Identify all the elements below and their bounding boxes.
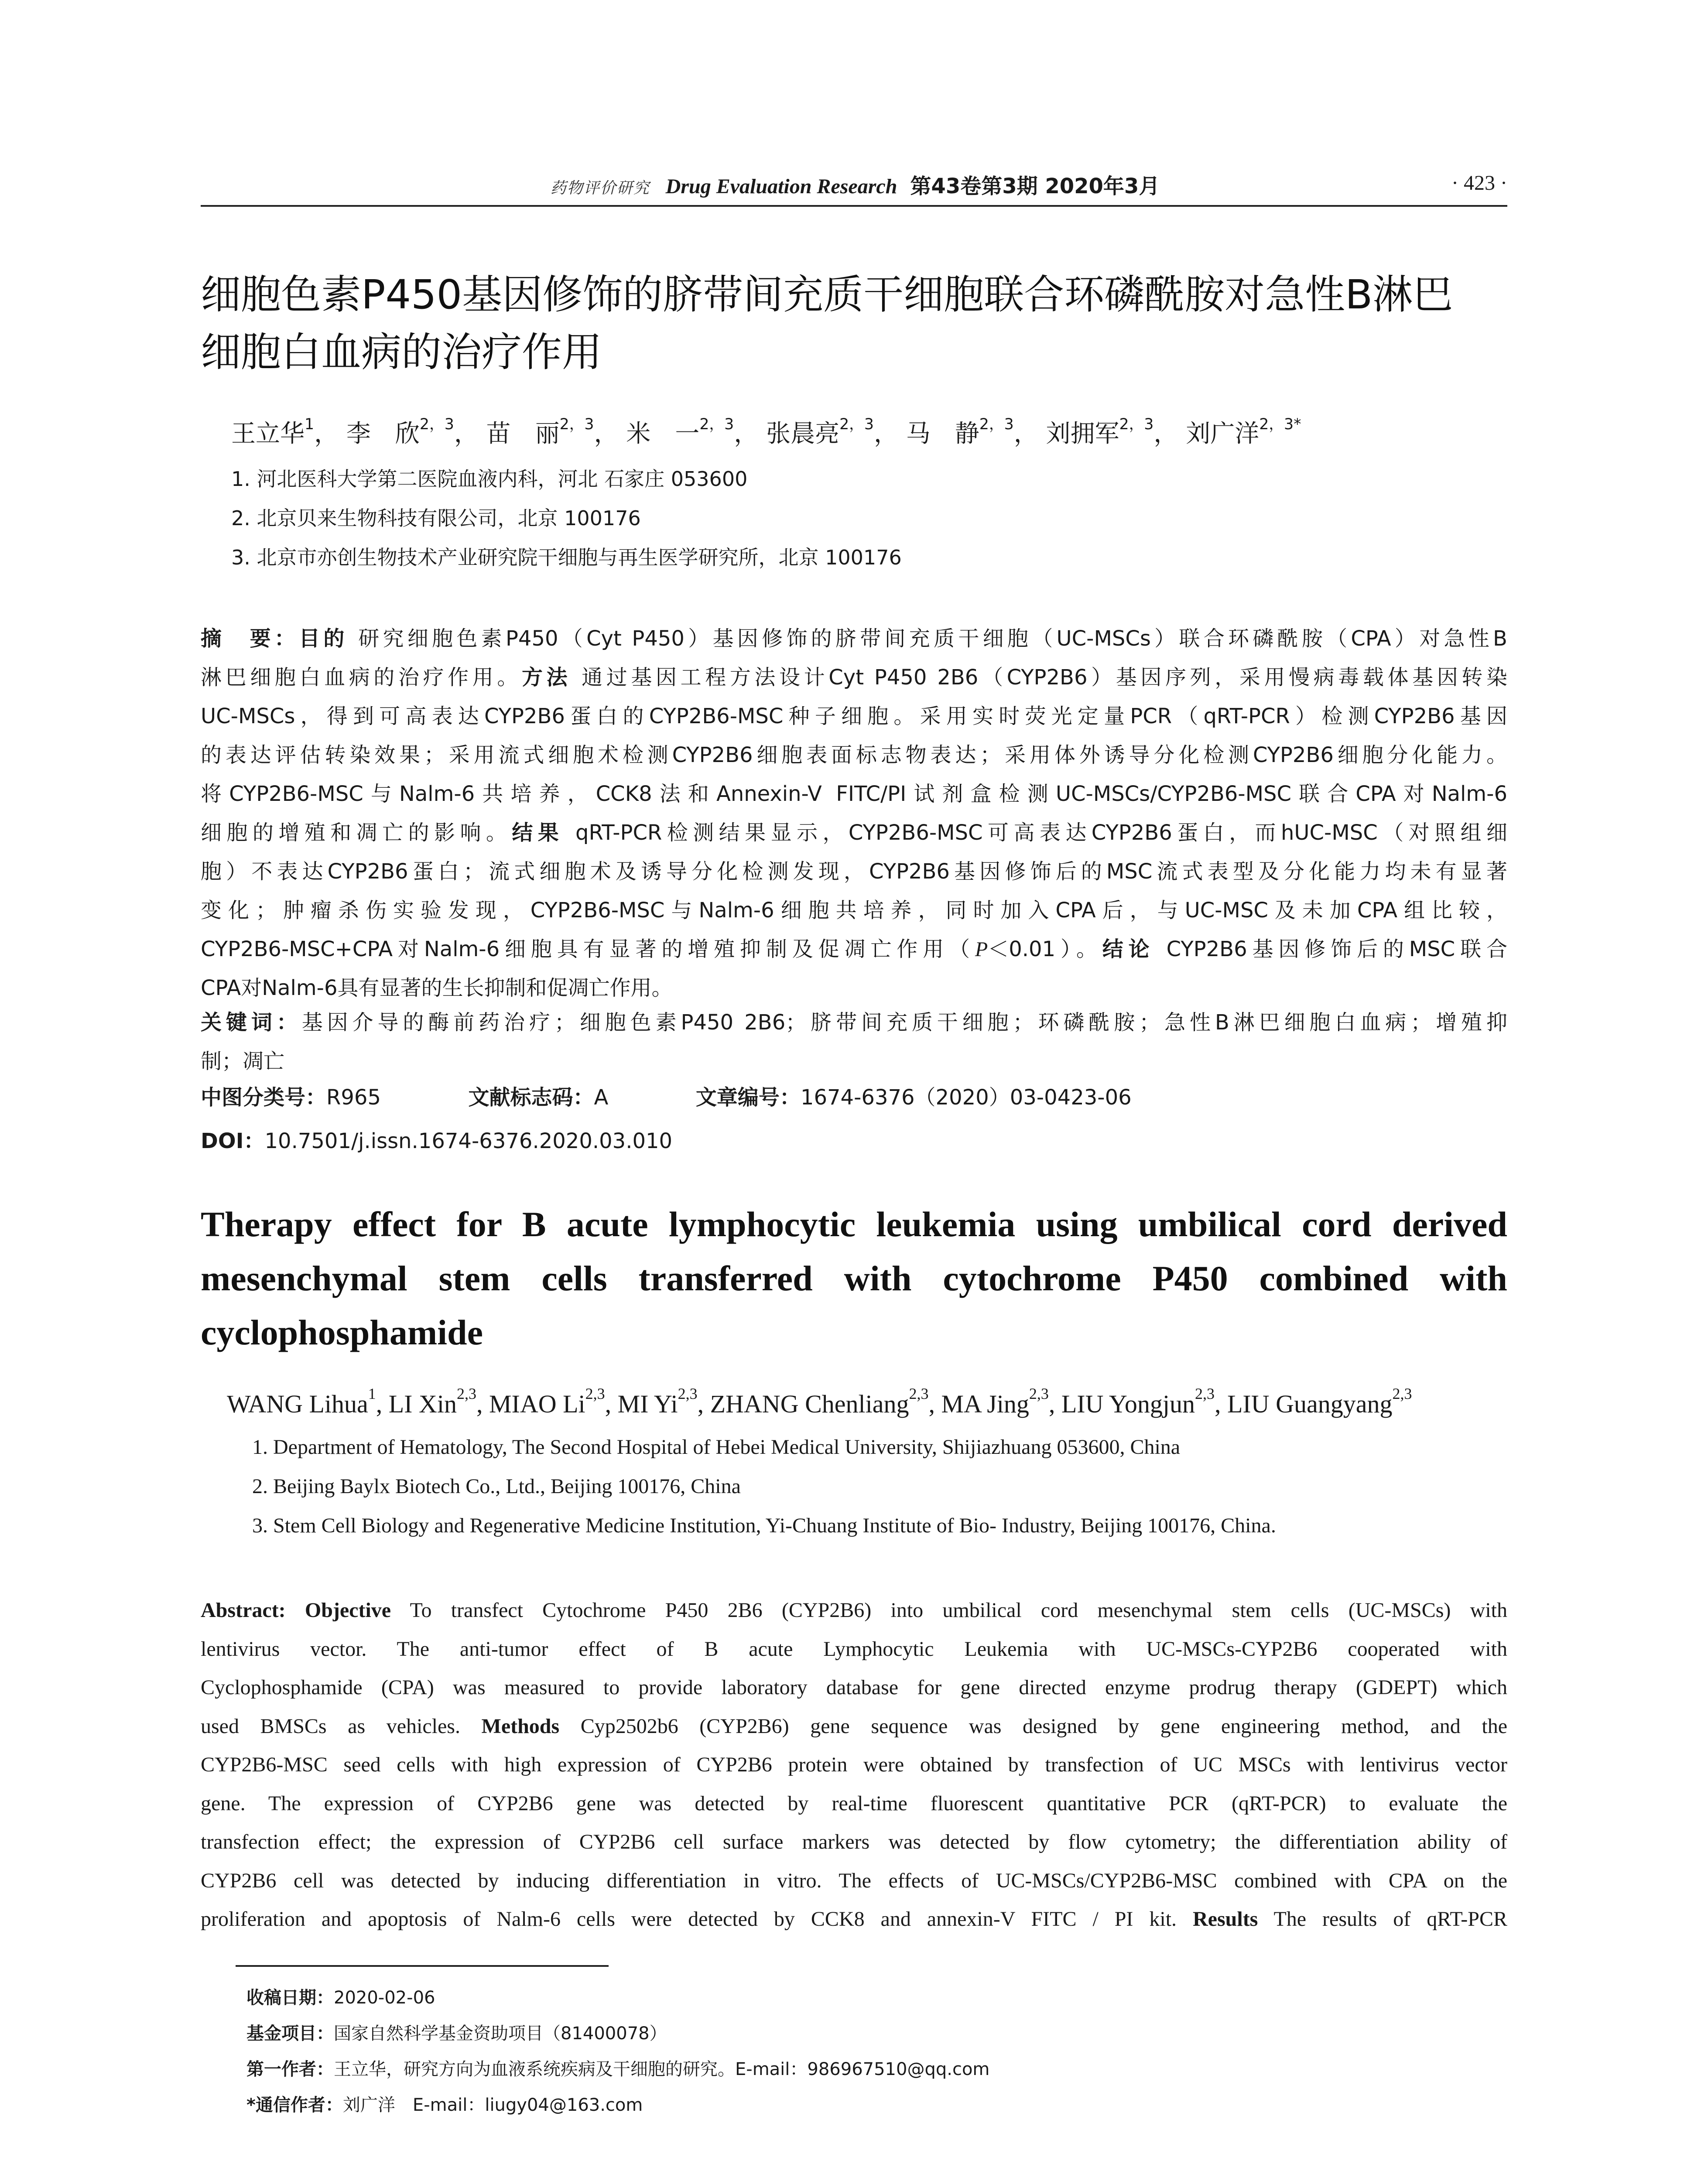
affiliation-en-1: 1. Department of Hematology, The Second Hospital of Hebei Medical University, Shijiazhuang 053600, China (252, 1436, 1181, 1459)
affiliation-en-2: 2. Beijing Baylx Biotech Co., Ltd., Beijing 100176, China (252, 1475, 741, 1498)
page-number: · 423 · (1451, 171, 1507, 195)
author-cn: 刘广洋$^{2,3*}$ (1186, 415, 1301, 448)
footnote-corresponding-author: *通信作者：刘广洋 E-mail：liugy04@163.com (246, 2095, 643, 2115)
keywords-cn: 关键词：基因介导的酶前药治疗；细胞色素P450 2B6；脐带间充质干细胞；环磷酰胺；急性B淋巴细胞白血病；增殖抑 制；凋亡 (201, 1010, 1507, 1073)
doc-code-value: A (594, 1085, 609, 1110)
abstract-cn-label: 摘 要： (201, 626, 299, 651)
keywords-label: 关键词： (201, 1010, 302, 1035)
author-en: WANG Lihua$^1$, (227, 1385, 389, 1418)
abstract-en: Abstract: Objective To transfect Cytochrome P450 2B6 (CYP2B6) into umbilical cord mesenchymal stem cells (UC-MSCs) with lentivirus vector. The anti-tumor effect of B acute Lymphocytic Leukemia with UC-MSCs-CYP2B6 cooperated with Cyclophosphamide (CPA) was measured to provide laboratory database for gene directed enzyme prodrug therapy (GDEPT) which used BMSCs as vehicles. Methods Cyp2502b6 (CYP2B6) gene sequence was designed by gene engineering method, and the CYP2B6-MSC seed cells with high expression of CYP2B6 protein were obtained by transfection of UC MSCs with lentivirus vector gene. The expression of CYP2B6 gene was detected by real-time fluorescent quantitative PCR (qRT-PCR) to evaluate the transfection effect; the expression of CYP2B6 cell surface markers was detected by flow cytometry; the differentiation ability of CYP2B6 cell was detected by inducing differentiation in vitro. The effects of UC-MSCs/CYP2B6-MSC combined with CPA on the proliferation and apoptosis of Nalm-6 cells were detected by CCK8 and annexin-V FITC / PI kit. Results The results of qRT-PCR (201, 1599, 1508, 1931)
issue-info: 第43卷第3期 2020年3月 (910, 174, 1160, 198)
classification-line (201, 1080, 1132, 1111)
doi-label: DOI： (201, 1129, 265, 1153)
footnote-first-author: 第一作者：王立华，研究方向为血液系统疾病及干细胞的研究。E-mail：986967510@qq.com (246, 2059, 990, 2079)
title-cn-line2: 细胞白血病的治疗作用 (201, 329, 602, 376)
author-en: ZHANG Chenliang$^{2,3}$, (710, 1385, 941, 1418)
authors-cn (231, 414, 1301, 449)
clc-value: R965 (326, 1085, 381, 1110)
author-en: MA Jing$^{2,3}$, (941, 1385, 1061, 1418)
author-en: MI Yi$^{2,3}$, (617, 1385, 710, 1418)
affiliation-cn-2: 2. 北京贝来生物科技有限公司，北京 100176 (231, 506, 641, 530)
footnote-received: 收稿日期：2020-02-06 (246, 1988, 435, 2008)
authors-en (227, 1385, 1412, 1419)
author-cn: 刘拥军$^{2,3}$， (1046, 415, 1178, 448)
author-cn: 张晨亮$^{2,3}$， (766, 415, 898, 448)
footnote-rule (236, 1965, 609, 1967)
abstract-cn: 摘 要：目的 研究细胞色素P450（Cyt P450）基因修饰的脐带间充质干细胞（UC-MSCs）联合环磷酰胺（CPA）对急性B 淋巴细胞白血病的治疗作用。方法 通过基因工程方法设计Cyt P450 2B6（CYP2B6）基因序列，采用慢病毒载体基因转染 UC-MSCs，得到可高表达CYP2B6蛋白的CYP2B6-MSC种子细胞。采用实时荧光定量PCR（qRT-PCR）检测CYP2B6基因 的表达评估转染效果；采用流式细胞术检测CYP2B6细胞表面标志物表达；采用体外诱导分化检测CYP2B6细胞分化能力。 将CYP2B6-MSC与Nalm-6共培养，CCK8法和Annexin-V FITC/PI试剂盒检测UC-MSCs/CYP2B6-MSC联合CPA对Nalm-6 细胞的增殖和凋亡的影响。结果 qRT-PCR检测结果显示，CYP2B6-MSC可高表达CYP2B6蛋白，而hUC-MSC（对照组细 胞）不表达CYP2B6蛋白；流式细胞术及诱导分化检测发现，CYP2B6基因修饰后的MSC流式表型及分化能力均未有显著 变化；肿瘤杀伤实验发现，CYP2B6-MSC与Nalm-6细胞共培养，同时加入CPA后，与UC-MSC及未加CPA组比较， CYP2B6-MSC+CPA对Nalm-6细胞具有显著的增殖抑制及促凋亡作用（P＜0.01）。结论 CYP2B6基因修饰后的MSC联合 CPA对Nalm-6具有显著的生长抑制和促凋亡作用。 (201, 626, 1507, 1000)
author-cn: 李 欣$^{2,3}$， (346, 415, 479, 448)
methods-en-label: Methods (481, 1714, 560, 1738)
author-en: LI Xin$^{2,3}$, (388, 1385, 489, 1418)
author-cn: 米 一$^{2,3}$， (626, 415, 759, 448)
doc-code-label: 文献标志码： (468, 1085, 594, 1110)
clc-label: 中图分类号： (201, 1085, 327, 1110)
methods-label: 方法 (522, 665, 572, 690)
title-en: Therapy effect for B acute lymphocytic leukemia using umbilical cord derived mesenchymal stem cells transferred with cytochrome P450 combined with cyclophosphamide (201, 1204, 1507, 1352)
objective-en-label: Objective (305, 1599, 391, 1622)
results-en-label: Results (1193, 1908, 1258, 1931)
author-cn: 苗 丽$^{2,3}$， (486, 415, 619, 448)
journal-logo: 药物评价研究 (550, 179, 650, 197)
title-cn (201, 266, 1509, 381)
doi-line (201, 1124, 672, 1154)
conclusion-label: 结论 (1102, 937, 1155, 961)
author-cn: 马 静$^{2,3}$， (906, 415, 1038, 448)
author-en: LIU Yongjun$^{2,3}$, (1061, 1385, 1227, 1418)
objective-label: 目的 (299, 626, 348, 651)
affiliation-en-3: 3. Stem Cell Biology and Regenerative Medicine Institution, Yi-Chuang Institute of Bio- Industry, Beijing 100176, China. (252, 1514, 1276, 1537)
journal-name: Drug Evaluation Research (665, 175, 897, 198)
author-en: MIAO Li$^{2,3}$, (489, 1385, 618, 1418)
title-cn-line1: 细胞色素P450基因修饰的脐带间充质干细胞联合环磷酰胺对急性B淋巴 (201, 271, 1453, 318)
running-header (201, 169, 1509, 199)
author-cn: 王立华$^1$， (231, 415, 339, 448)
abstract-en-label: Abstract: (201, 1599, 286, 1622)
header-rule (201, 205, 1507, 207)
author-en: LIU Guangyang$^{2,3}$ (1227, 1385, 1412, 1418)
doi-value: 10.7501/j.issn.1674-6376.2020.03.010 (264, 1129, 673, 1153)
affiliation-cn-1: 1. 河北医科大学第二医院血液内科，河北 石家庄 053600 (231, 467, 748, 491)
results-label: 结果 (512, 820, 564, 845)
affiliation-cn-3: 3. 北京市亦创生物技术产业研究院干细胞与再生医学研究所，北京 100176 (231, 546, 902, 569)
article-number-value: 1674-6376（2020）03-0423-06 (800, 1085, 1132, 1110)
footnote-funding: 基金项目：国家自然科学基金资助项目（81400078） (246, 2024, 667, 2044)
article-number-label: 文章编号： (695, 1085, 801, 1110)
